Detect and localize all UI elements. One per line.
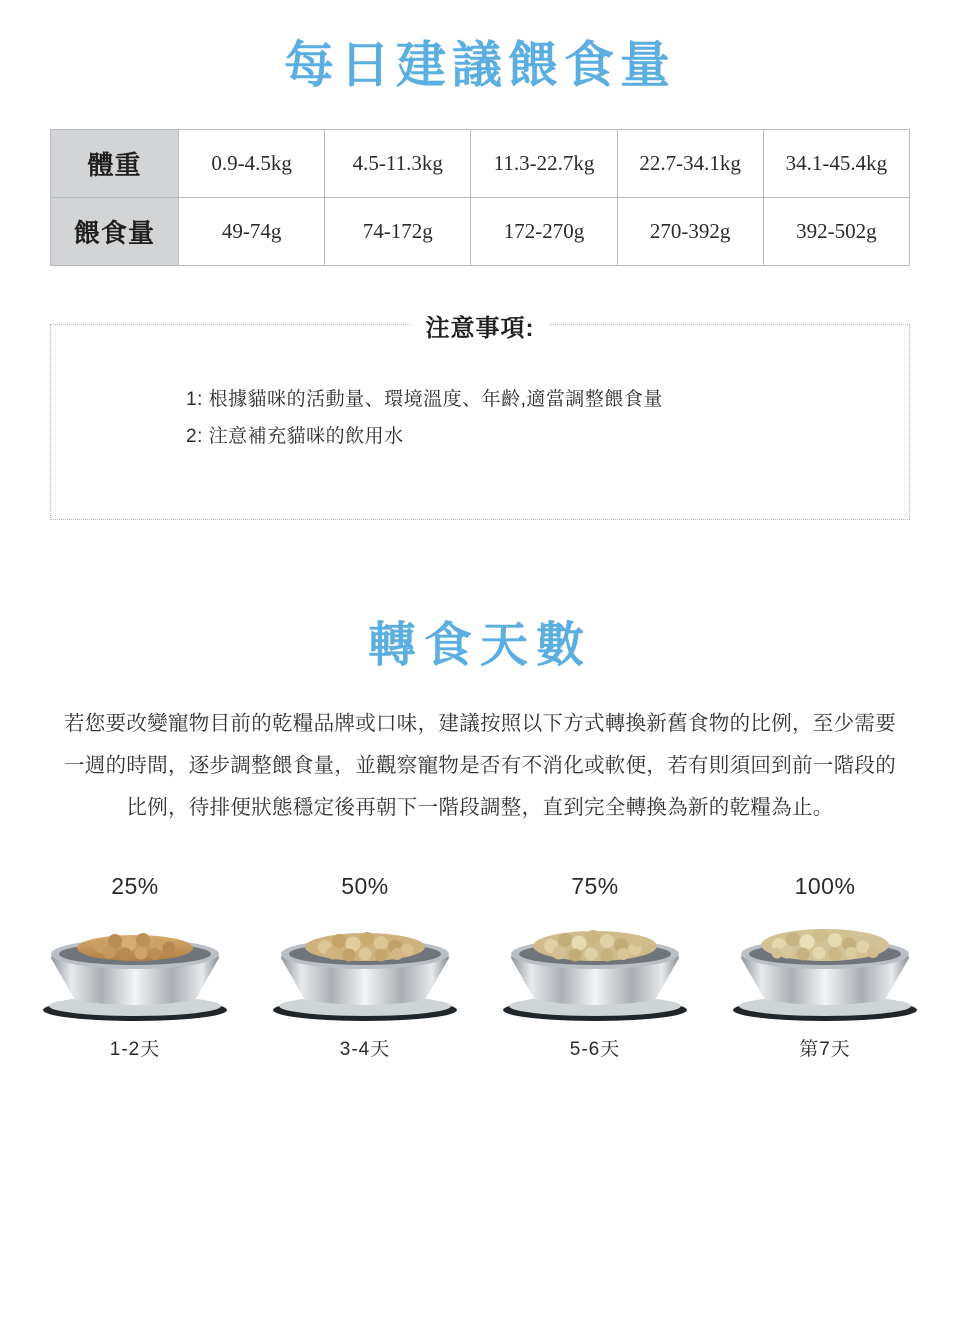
step-days: 3-4天 xyxy=(339,1039,391,1061)
transition-step xyxy=(490,873,700,1061)
note-item: 2: 注意補充貓咪的飲用水 xyxy=(186,426,404,448)
step-percent: 75% xyxy=(571,873,619,900)
row-header-weight: 體重 xyxy=(51,130,179,198)
step-days: 1-2天 xyxy=(109,1039,161,1061)
notes-list xyxy=(186,381,909,455)
step-percent: 25% xyxy=(111,873,159,900)
transition-step xyxy=(720,873,930,1061)
feeding-table-wrapper xyxy=(50,129,910,266)
table-row xyxy=(51,198,910,266)
feeding-amount-table xyxy=(50,129,910,266)
feed-amount-cell: 392-502g xyxy=(763,198,909,266)
dog-bowl-icon xyxy=(265,914,465,1022)
weight-range-cell: 34.1-45.4kg xyxy=(763,130,909,198)
page-title-feeding: 每日建議餵食量 xyxy=(284,37,676,93)
transition-paragraph: 若您要改變寵物目前的乾糧品牌或口味，建議按照以下方式轉換新舊食物的比例，至少需要一週的時間，逐步調整餵食量，並觀察寵物是否有不消化或軟便，若有則須回到前一階段的比例，待排便狀態穩定後再朝下一階段調整，直到完全轉換為新的乾糧為止。 xyxy=(64,712,896,820)
transition-steps xyxy=(30,873,930,1061)
table-row xyxy=(51,130,910,198)
notes-legend: 注意事項: xyxy=(412,308,549,343)
dog-bowl-icon xyxy=(725,914,925,1022)
step-percent: 50% xyxy=(341,873,389,900)
step-percent: 100% xyxy=(794,873,856,900)
note-item: 1: 根據貓咪的活動量、環境溫度、年齡,適當調整餵食量 xyxy=(186,389,663,410)
feed-amount-cell: 270-392g xyxy=(617,198,763,266)
notes-box xyxy=(50,315,910,520)
weight-range-cell: 22.7-34.1kg xyxy=(617,130,763,198)
feed-amount-cell: 49-74g xyxy=(179,198,325,266)
transition-step xyxy=(30,873,240,1061)
dog-bowl-icon xyxy=(35,914,235,1022)
feed-amount-cell: 74-172g xyxy=(325,198,471,266)
page-title-transition: 轉食天數 xyxy=(367,619,592,672)
step-days: 第7天 xyxy=(799,1039,851,1061)
weight-range-cell: 4.5-11.3kg xyxy=(325,130,471,198)
weight-range-cell: 11.3-22.7kg xyxy=(471,130,617,198)
weight-range-cell: 0.9-4.5kg xyxy=(179,130,325,198)
transition-step xyxy=(260,873,470,1061)
feed-amount-cell: 172-270g xyxy=(471,198,617,266)
dog-bowl-icon xyxy=(495,914,695,1022)
step-days: 5-6天 xyxy=(569,1039,621,1061)
row-header-amount: 餵食量 xyxy=(51,198,179,266)
